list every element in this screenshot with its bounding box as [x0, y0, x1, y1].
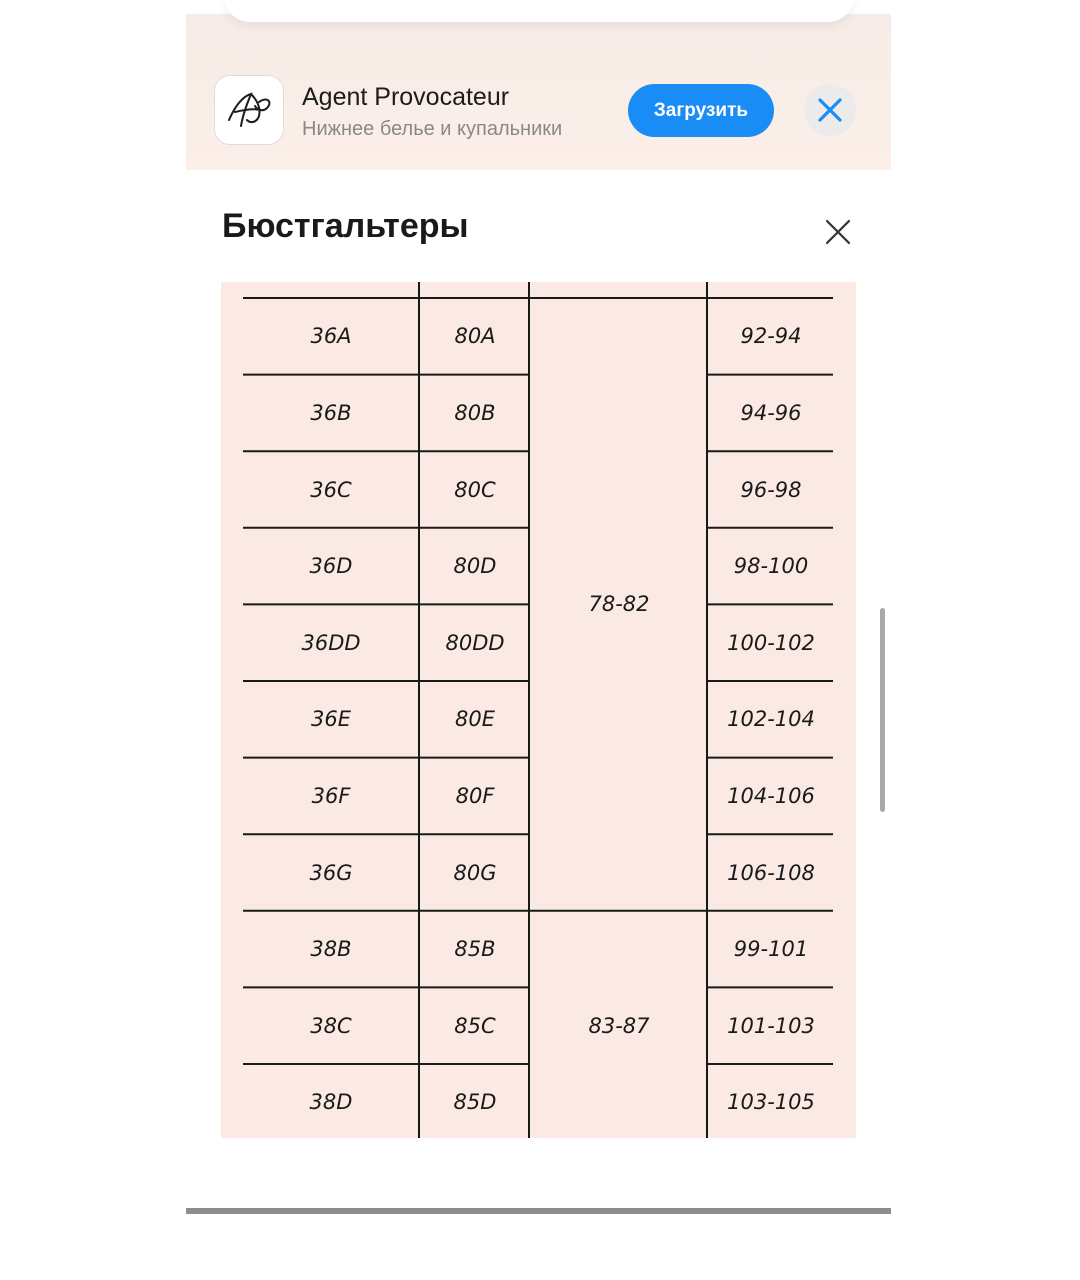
table-cell-bust: 106-108: [727, 860, 815, 885]
table-cell-uk-size: 38C: [310, 1013, 352, 1038]
close-icon: [822, 216, 854, 248]
banner-close-button[interactable]: [804, 84, 856, 136]
table-cell-uk-size: 36DD: [301, 630, 361, 655]
phone-screen: [186, 14, 891, 1216]
table-cell-bust: 103-105: [727, 1090, 815, 1115]
table-cell-uk-size: 36G: [309, 860, 353, 885]
table-cell-uk-size: 36C: [310, 477, 352, 502]
app-icon[interactable]: [214, 75, 284, 145]
table-cell-bust: 104-106: [727, 783, 815, 808]
table-cell-uk-size: 36E: [311, 707, 351, 732]
table-cell-uk-size: 38D: [309, 1090, 353, 1115]
table-cell-uk-size: 38B: [310, 937, 352, 962]
table-cell-bust: 94-96: [740, 400, 802, 425]
table-cell-bust: 101-103: [727, 1013, 815, 1038]
table-cell-uk-size: 36B: [310, 400, 352, 425]
table-cell-bust: 102-104: [727, 707, 815, 732]
bottom-divider: [186, 1208, 891, 1214]
table-cell-bust: 98-100: [733, 554, 809, 579]
app-name: Agent Provocateur: [302, 83, 510, 111]
table-cell-eu-size: 80B: [454, 400, 496, 425]
table-cell-eu-size: 80G: [453, 860, 497, 885]
table-cell-eu-size: 80DD: [445, 630, 505, 655]
modal-close-button[interactable]: [822, 216, 854, 248]
modal-title: Бюстгальтеры: [222, 207, 469, 245]
table-cell-eu-size: 80C: [454, 477, 496, 502]
table-cell-eu-size: 80D: [453, 554, 497, 579]
agent-provocateur-logo-icon: [221, 86, 277, 134]
table-cell-bust: 96-98: [740, 477, 802, 502]
app-subtitle: Нижнее белье и купальники: [302, 118, 563, 140]
table-cell-eu-size: 85C: [454, 1013, 496, 1038]
table-cell-eu-size: 80F: [455, 783, 495, 808]
table-cell-underbust: 78-82: [588, 592, 650, 617]
table-cell-uk-size: 36F: [311, 783, 351, 808]
app-banner: [186, 14, 891, 170]
table-cell-uk-size: 36D: [309, 554, 353, 579]
scrollbar-thumb[interactable]: [880, 608, 885, 812]
table-cell-eu-size: 85B: [454, 937, 496, 962]
table-cell-underbust: 83-87: [588, 1013, 650, 1038]
table-cell-bust: 100-102: [727, 630, 815, 655]
table-cell-eu-size: 85D: [453, 1090, 497, 1115]
download-button[interactable]: Загрузить: [628, 84, 774, 137]
table-cell-bust: 92-94: [740, 324, 802, 349]
table-cell-eu-size: 80A: [454, 324, 496, 349]
page-card-remnant: [224, 0, 854, 22]
table-cell-bust: 99-101: [733, 937, 809, 962]
table-cell-uk-size: 36A: [310, 324, 352, 349]
size-table: [221, 282, 856, 1138]
table-cell-eu-size: 80E: [455, 707, 495, 732]
close-icon: [817, 97, 843, 123]
